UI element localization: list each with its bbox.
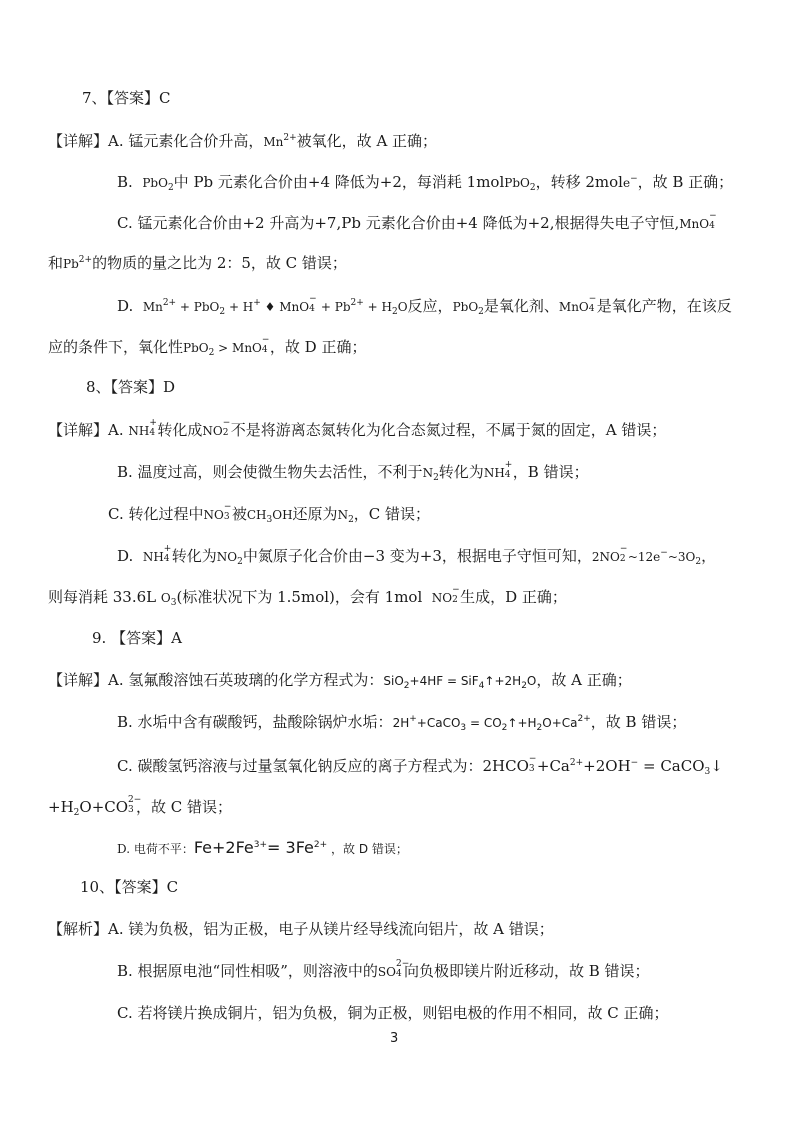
q9-option-c-cont: $+H_2O+CO$ 2− 3 ，故 C 错误；: [48, 795, 233, 818]
q7-option-c: C. 锰元素化合价由+2 升高为+7,Pb 元素化合价由+4 降低为+2,根据得失电子守恒,MnO − 4: [117, 211, 717, 232]
q9-c-equation: 2HCO − 3 $+Ca^{2+}+2OH^-$ = CaCO$_3$↓: [482, 754, 723, 777]
q7-header: 7、【答案】C: [82, 89, 171, 107]
q8-header: 8、【答案】D: [86, 378, 176, 396]
q7-option-d: D. $Mn^{2+} + PbO_2 + H^+$ ♦ MnO − 4 + $Pb^{2+} + H_2O$反应，PbO$_2$是氧化剂、MnO − 4 是氧化产物，在该反: [117, 294, 732, 317]
q8-option-b: B. 温度过高，则会使微生物失去活性，不利于$N_2$转化为NH + 4 ，B 错误；: [117, 460, 589, 483]
q8-option-d: D. NH + 4 转化为$NO_2$中氮原子化合价由−3 变为+3，根据电子守恒可知，2NO − 2 $\sim 12e^-\sim 3O_2$，: [117, 544, 717, 567]
q7-a-text: 【详解】A. 锰元素化合价升高，: [48, 132, 264, 150]
q10-option-c: C. 若将镁片换成铜片，铝为负极，铜为正极，则铝电极的作用不相同，故 C 正确；: [117, 1004, 669, 1022]
q8-d-equation: 2NO − 2 $\sim 12e^-\sim 3O_2$: [591, 544, 702, 567]
q8-option-c: C. 转化过程中NO − 3 被$CH_3OH$还原为$N_2$，C 错误；: [108, 502, 431, 525]
q8-option-a: 【详解】A. NH + 4 转化成NO − 2 不是将游离态氮转化为化合态氮过程，不属于氮的固定，A 错误；: [48, 418, 667, 439]
q9-a-equation: $SiO_2+4HF = SiF_4↑+2H_2O$: [383, 674, 537, 691]
q9-header: 9. 【答案】A: [92, 629, 182, 647]
q9-option-c: C. 碳酸氢钙溶液与过量氢氧化钠反应的离子方程式为：2HCO − 3 $+Ca^{2+}+2OH^-$ = CaCO$_3$↓: [117, 754, 723, 777]
page-number: 3: [390, 1031, 399, 1046]
q10-option-b: B. 根据原电池“同性相吸”，则溶液中的SO 2− 4 向负极即镁片附近移动，故 B 错误；: [117, 959, 650, 980]
q9-option-d: D. 电荷不平：$Fe+2Fe^{3+}= 3Fe^{2+}$ ，故 D 错误；: [117, 838, 408, 857]
q7-option-c-cont: 和$Pb^{2+}$的物质的量之比为 2：5，故 C 错误；: [48, 254, 347, 272]
q9-d-equation: $Fe+2Fe^{3+}= 3Fe^{2+}$: [193, 838, 328, 857]
q10-option-a: 【解析】A. 镁为负极，铝为正极，电子从镁片经导线流向铝片，故 A 错误；: [48, 920, 554, 938]
q7-a-formula: $Mn^{2+}$: [263, 133, 297, 149]
q9-option-b: B. 水垢中含有碳酸钙，盐酸除锅炉水垢：2H++CaCO$_3$ = $CO_2↑+H_2O+Ca^{2+}$，故 B 错误；: [117, 713, 687, 733]
q7-option-a: 【详解】A. 锰元素化合价升高，$Mn^{2+}$被氧化，故 A 正确；: [48, 132, 438, 150]
q7-option-b: B. PbO$_2$中 Pb 元素化合价由+4 降低为+2，每消耗 1molPbO$_2$，转移 2mole−，故 B 正确；: [117, 173, 734, 193]
q7-d-equation: $Mn^{2+} + PbO_2 + H^+$ ♦ MnO − 4 + $Pb^{2+} + H_2O$: [142, 294, 408, 317]
q7-option-d-cont: 应的条件下，氧化性PbO$_2$ > MnO − 4 ，故 D 正确；: [48, 335, 367, 358]
q8-option-d-cont: 则每消耗 33.6L $O_3$(标准状况下为 1.5mol)，会有 1mol NO − 2 生成，D 正确；: [48, 585, 567, 608]
q9-b-equation: 2H++CaCO$_3$ = $CO_2↑+H_2O+Ca^{2+}$: [392, 714, 591, 733]
q10-header: 10、【答案】C: [80, 878, 179, 896]
q9-option-a: 【详解】A. 氢氟酸溶蚀石英玻璃的化学方程式为：$SiO_2+4HF = SiF_4↑+2H_2O$，故 A 正确；: [48, 671, 632, 691]
